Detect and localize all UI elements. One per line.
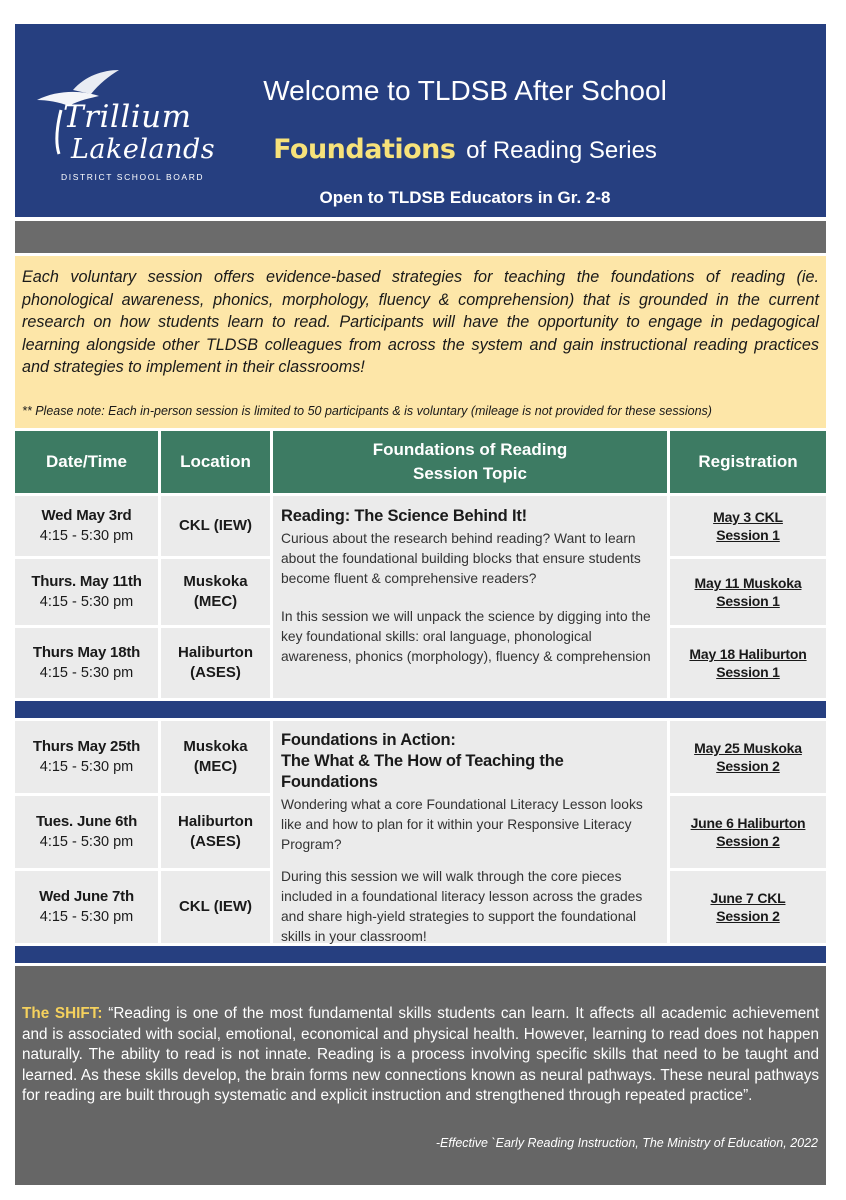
registration-link-line2: Session 2: [716, 908, 780, 924]
registration-link[interactable]: [689, 645, 806, 681]
session-topic-title: Reading: The Science Behind It!: [281, 507, 527, 525]
location-cell: [161, 796, 270, 868]
registration-cell: [670, 796, 826, 868]
registration-link-line1: May 3 CKL: [713, 509, 783, 525]
registration-link-line2: Session 1: [716, 593, 780, 609]
session-topic-description: Wondering what a core Foundational Literacy Lesson looks like and how to plan for it within your Responsive Literacy Program?: [281, 797, 643, 852]
series-title: [225, 130, 705, 171]
location-code: (ASES): [190, 664, 241, 681]
session-time: 4:15 - 5:30 pm: [39, 528, 134, 544]
intro-text: Each voluntary session offers evidence-based strategies for teaching the foundations of reading (ie. phonological awareness, phonics, morphology, fluency & comprehension) that is grounded in the current research on how students learn to read. Participants will have the opportunity to engage in pedagogical learning alongside other TLDSB colleagues from across the system and gain instructional reading practices and strategies to implement in their classrooms!: [22, 268, 819, 376]
registration-link-line1: May 11 Muskoka: [694, 575, 802, 591]
registration-link-line1: May 25 Muskoka: [694, 740, 802, 756]
session-topic-subtitle: The What & The How of Teaching the Foundations: [281, 752, 564, 791]
registration-link[interactable]: [694, 739, 802, 775]
registration-cell: [670, 721, 826, 793]
shift-quote-text: “Reading is one of the most fundamental skills students can learn. It affects all academic achievement and is associated with social, emotional, economical and physical health. However, learning to read does not happen naturally. The ability to read is not innate. Reading is a process involving specific skills that need to be taught and learned. As these skills develop, the brain forms new connections known as neural pathways. These neural pathways for reading are built through systematic and explicit instruction and strengthened through repeated practice”.: [22, 1005, 820, 1104]
session-topic-cell: [273, 496, 667, 698]
date-cell: [15, 496, 158, 556]
date-cell: [15, 628, 158, 698]
participant-note: ** Please note: Each in-person session is limited to 50 participants & is voluntary (mileage is not provided for these sessions): [22, 404, 712, 418]
logo-text-board: DISTRICT SCHOOL BOARD: [61, 172, 205, 182]
registration-link-line1: June 7 CKL: [710, 890, 786, 906]
registration-link-line2: Session 2: [716, 758, 780, 774]
topic-header-line2: Session Topic: [413, 464, 527, 483]
location-name: CKL (IEW): [178, 898, 253, 915]
registration-link-line2: Session 1: [716, 664, 780, 680]
section-divider: [15, 946, 826, 963]
session-date: Tues. June 6th: [35, 813, 138, 830]
series-title-rest: of Reading Series: [466, 137, 657, 164]
intro-box: [15, 256, 826, 428]
session-date: Wed June 7th: [39, 888, 134, 905]
session-date: Thurs May 25th: [32, 738, 141, 755]
location-cell: [161, 496, 270, 556]
shift-label: The SHIFT:: [22, 1005, 103, 1022]
date-cell: [15, 721, 158, 793]
logo-text-lakelands: Lakelands: [71, 134, 216, 165]
location-name: Haliburton: [178, 644, 253, 661]
session-topic-title: Foundations in Action:: [281, 731, 456, 749]
audience-line: Open to TLDSB Educators in Gr. 2-8: [319, 188, 611, 207]
section-divider: [15, 701, 826, 718]
session-topic-cell: [273, 721, 667, 943]
shift-quote-box: [15, 966, 826, 1185]
session-date: Thurs May 18th: [32, 644, 141, 661]
location-code: (ASES): [190, 833, 241, 850]
location-name: Muskoka: [183, 738, 248, 755]
location-cell: [161, 559, 270, 625]
location-code: (MEC): [193, 593, 238, 610]
registration-link-line2: Session 1: [716, 527, 780, 543]
session-date: Wed May 3rd: [41, 507, 132, 524]
registration-link[interactable]: [691, 814, 806, 850]
header-banner: [15, 24, 826, 217]
session-time: 4:15 - 5:30 pm: [39, 909, 134, 925]
session-topic-description: Curious about the research behind reading? Want to learn about the foundational building blocks that ensure students become fluent & comprehensive readers?: [281, 531, 641, 586]
location-name: Muskoka: [183, 573, 248, 590]
logo-text-trillium: Trillium: [63, 99, 192, 135]
column-header-registration: Registration: [670, 431, 826, 493]
date-cell: [15, 871, 158, 943]
column-header-date: Date/Time: [15, 431, 158, 493]
divider-band: [15, 221, 826, 253]
quote-citation: -Effective `Early Reading Instruction, The Ministry of Education, 2022: [435, 1136, 818, 1150]
location-cell: [161, 721, 270, 793]
registration-link[interactable]: [710, 889, 785, 925]
location-name: CKL (IEW): [178, 517, 253, 534]
registration-link-line1: May 18 Haliburton: [689, 646, 807, 662]
date-cell: [15, 796, 158, 868]
column-header-topic: [273, 431, 667, 493]
date-cell: [15, 559, 158, 625]
series-title-accent: Foundations: [273, 134, 456, 165]
shift-quote: [22, 1004, 819, 1107]
session-time: 4:15 - 5:30 pm: [39, 759, 134, 775]
registration-link[interactable]: [713, 508, 783, 544]
location-cell: [161, 871, 270, 943]
location-code: (MEC): [193, 758, 238, 775]
topic-header-line1: Foundations of Reading: [372, 440, 568, 459]
session-topic-details: In this session we will unpack the science by digging into the key foundational skills: oral language, phonological awareness, phonics (morphology), fluency & comprehension: [281, 609, 651, 664]
session-topic-details: During this session we will walk through the core pieces included in a foundational literacy lesson across the grades and share high-yield strategies to support the foundational skills in your classroom!: [281, 869, 643, 944]
column-header-location: Location: [161, 431, 270, 493]
tldsb-logo: [29, 56, 219, 186]
session-time: 4:15 - 5:30 pm: [39, 594, 134, 610]
registration-cell: [670, 496, 826, 556]
registration-cell: [670, 871, 826, 943]
registration-link[interactable]: [695, 574, 802, 610]
registration-cell: [670, 628, 826, 698]
session-time: 4:15 - 5:30 pm: [39, 665, 134, 681]
location-name: Haliburton: [178, 813, 253, 830]
registration-link-line1: June 6 Haliburton: [690, 815, 806, 831]
session-date: Thurs. May 11th: [31, 573, 142, 590]
session-time: 4:15 - 5:30 pm: [39, 834, 134, 850]
page-title: Welcome to TLDSB After School: [263, 75, 667, 106]
registration-cell: [670, 559, 826, 625]
location-cell: [161, 628, 270, 698]
registration-link-line2: Session 2: [716, 833, 780, 849]
